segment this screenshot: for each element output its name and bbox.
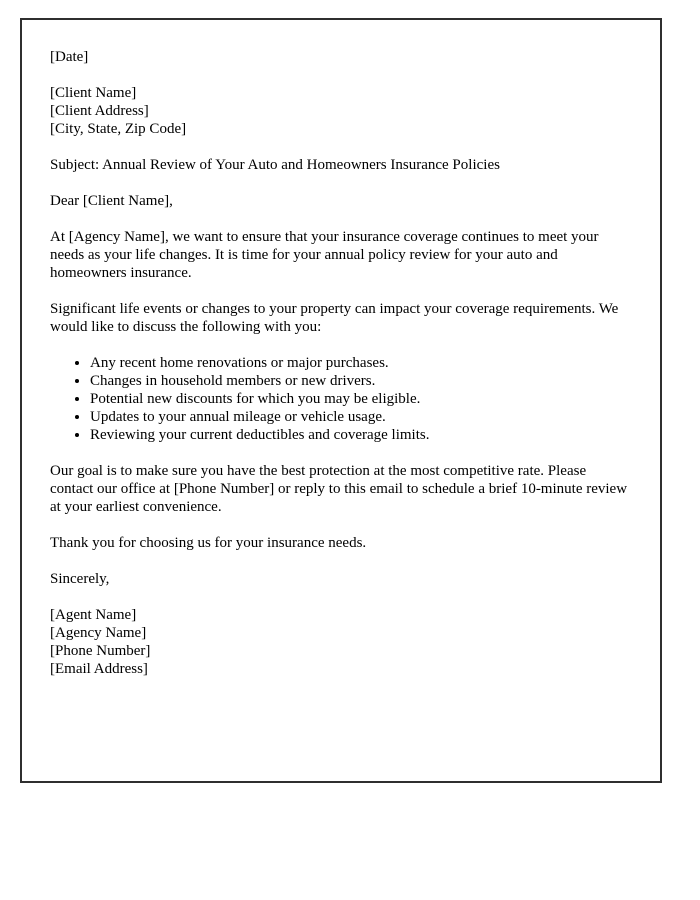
list-item: • Changes in household members or new drivers. [90,372,632,390]
list-item: • Potential new discounts for which you may be eligible. [90,390,632,408]
list-item: • Updates to your annual mileage or vehicle usage. [90,408,632,426]
recipient-name: [Client Name] [50,85,137,101]
recipient-city-state-zip: [City, State, Zip Code] [50,121,187,137]
sign-off: Sincerely, [50,571,110,587]
list-item: • Any recent home renovations or major purchases. [90,354,632,372]
list-item: • Reviewing your current deductibles and coverage limits. [90,426,632,444]
salutation: Dear [Client Name], [50,193,173,209]
closing-paragraph-1: Our goal is to make sure you have the best protection at the most competitive rate. Please contact our office at [Phone Number] or reply to this email to schedule a brief 10-minute review at your earliest convenience. [50,463,628,515]
agent-name: [Agent Name] [50,607,137,623]
letter-document [20,18,662,783]
review-topics-list [50,354,632,444]
signature-block [50,606,632,678]
subject-line: Subject: Annual Review of Your Auto and Homeowners Insurance Policies [50,157,500,173]
body-paragraph-1: At [Agency Name], we want to ensure that your insurance coverage continues to meet your needs as your life changes. It is time for your annual policy review for your auto and homeowners insurance. [50,229,599,281]
closing-paragraph-2: Thank you for choosing us for your insurance needs. [50,535,367,551]
body-paragraph-2: Significant life events or changes to your property can impact your coverage requirements. We would like to discuss the following with you: [50,301,619,335]
agency-name: [Agency Name] [50,625,147,641]
agent-phone: [Phone Number] [50,643,151,659]
recipient-address: [Client Address] [50,103,149,119]
recipient-address-block [50,84,632,138]
agent-email: [Email Address] [50,661,148,677]
date-placeholder: [Date] [50,49,89,65]
